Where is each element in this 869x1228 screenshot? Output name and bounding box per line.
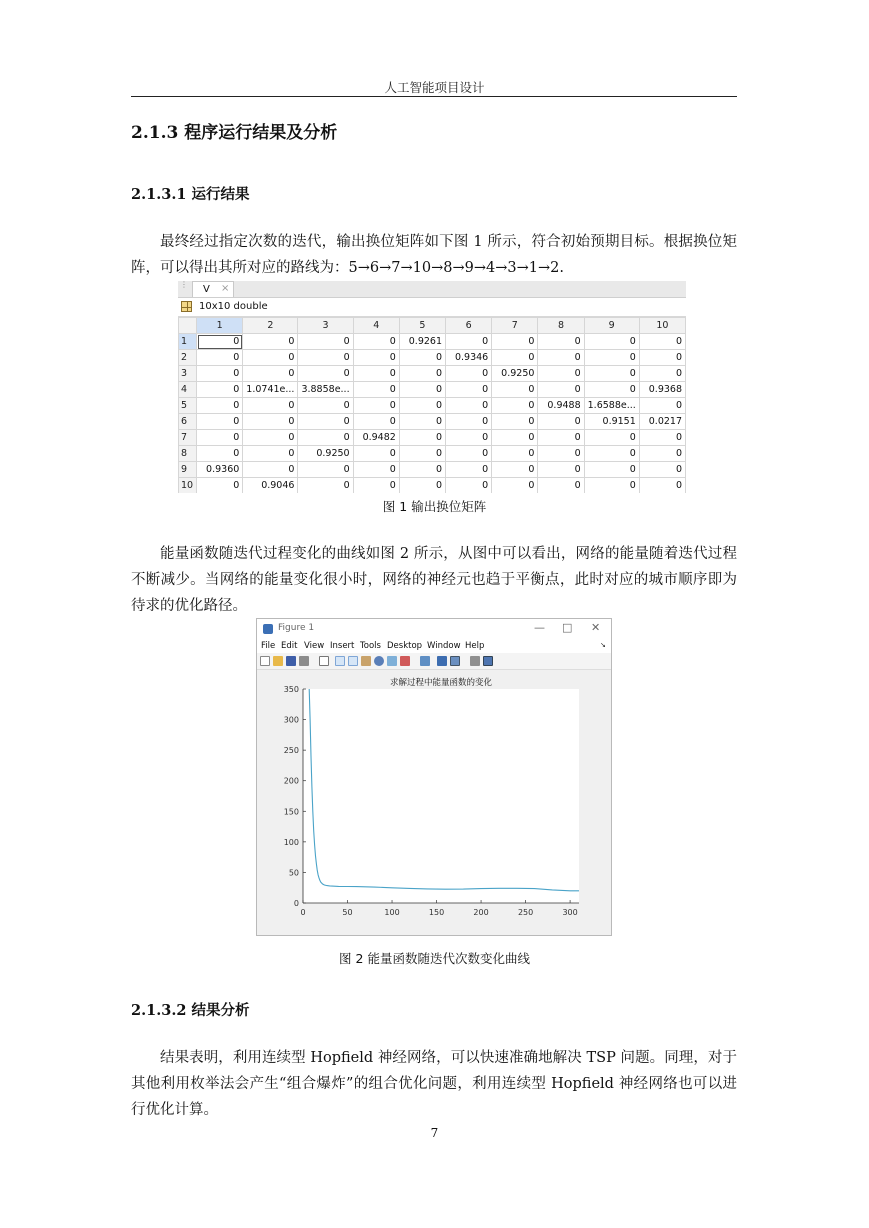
- matrix-cell[interactable]: 0: [639, 398, 685, 414]
- matrix-table: [178, 317, 686, 493]
- matrix-cell[interactable]: 0: [492, 478, 538, 494]
- paragraph-results-text: 最终经过指定次数的迭代，输出换位矩阵如下图 1 所示，符合初始预期目标。根据换位矩阵，可以得出其所对应的路线为：5→6→7→10→8→9→4→3→1→2.: [131, 234, 737, 276]
- dock-arrow-icon[interactable]: ↘: [600, 641, 606, 649]
- matrix-cell[interactable]: 0: [298, 398, 353, 414]
- matrix-cell[interactable]: 0: [538, 478, 584, 494]
- variable-tab-label: V: [203, 284, 210, 295]
- paragraph-energy-text: 能量函数随迭代过程变化的曲线如图 2 所示，从图中可以看出，网络的能量随着迭代过程不断减少。当网络的能量变化很小时，网络的神经元也趋于平衡点，此时对应的城市顺序即为待求的优化路径。: [131, 546, 737, 614]
- plot-area: [303, 689, 579, 903]
- matrix-cell[interactable]: 0: [298, 462, 353, 478]
- matrix-cell[interactable]: 0: [538, 414, 584, 430]
- column-header[interactable]: 9: [584, 318, 639, 334]
- matrix-cell[interactable]: 0: [353, 478, 399, 494]
- matrix-cell[interactable]: 0: [399, 430, 445, 446]
- maximize-button[interactable]: □: [562, 621, 573, 634]
- matrix-cell[interactable]: 0: [353, 334, 399, 350]
- row-header[interactable]: 4: [179, 382, 197, 398]
- matrix-cell[interactable]: 0: [399, 382, 445, 398]
- y-tick-label: 100: [283, 837, 299, 847]
- paragraph-analysis-text: 结果表明，利用连续型 Hopfield 神经网络，可以快速准确地解决 TSP 问题。同理，对于其他利用枚举法会产生“组合爆炸”的组合优化问题，利用连续型 Hopfield 神经网络也可以进行优化计算。: [131, 1050, 737, 1118]
- matrix-cell[interactable]: 0: [197, 334, 243, 350]
- matrix-cell[interactable]: 0: [584, 430, 639, 446]
- y-tick-label: 50: [288, 868, 299, 878]
- x-tick-label: 100: [384, 908, 400, 917]
- matrix-cell[interactable]: 0: [492, 398, 538, 414]
- matrix-cell[interactable]: 0: [538, 366, 584, 382]
- matrix-cell[interactable]: 0.9368: [639, 382, 685, 398]
- matrix-cell[interactable]: 0: [298, 350, 353, 366]
- menu-file[interactable]: File: [261, 641, 276, 651]
- x-tick-label: 150: [428, 908, 445, 917]
- save-icon[interactable]: [286, 656, 296, 666]
- matrix-cell[interactable]: 0: [446, 462, 492, 478]
- link-icon[interactable]: [420, 656, 430, 666]
- matrix-header-row: [179, 318, 686, 334]
- matrix-cell[interactable]: 3.8858e...: [298, 382, 353, 398]
- rotate-icon[interactable]: [374, 656, 384, 666]
- matrix-cell[interactable]: 0: [353, 414, 399, 430]
- matrix-cell[interactable]: 0: [399, 398, 445, 414]
- matrix-cell[interactable]: 0: [492, 350, 538, 366]
- matrix-cell[interactable]: 0: [399, 366, 445, 382]
- matrix-cell[interactable]: 0: [353, 446, 399, 462]
- figure-2-caption: 图 2 能量函数随迭代次数变化曲线: [339, 951, 530, 966]
- matrix-cell[interactable]: 0: [243, 446, 298, 462]
- column-header[interactable]: 1: [197, 318, 243, 334]
- menu-tools[interactable]: Tools: [360, 641, 381, 651]
- y-tick-label: 250: [283, 746, 299, 756]
- row-header[interactable]: 10: [179, 478, 197, 494]
- subsection-heading-analysis: 2.1.3.2 结果分析: [131, 1002, 250, 1019]
- pan-icon[interactable]: [361, 656, 371, 666]
- row-header[interactable]: 5: [179, 398, 197, 414]
- matrix-cell[interactable]: 0: [492, 334, 538, 350]
- matrix-cell[interactable]: 0: [197, 478, 243, 494]
- matrix-cell[interactable]: 0: [446, 334, 492, 350]
- print-icon[interactable]: [299, 656, 309, 666]
- matrix-cell[interactable]: 0.0217: [639, 414, 685, 430]
- matrix-cell[interactable]: 0: [399, 462, 445, 478]
- figure-title: Figure 1: [278, 623, 315, 633]
- matrix-cell[interactable]: 1.0741e...: [243, 382, 298, 398]
- column-header[interactable]: 10: [639, 318, 685, 334]
- menu-window[interactable]: Window: [427, 641, 461, 651]
- matrix-cell[interactable]: 0: [197, 414, 243, 430]
- matrix-cell[interactable]: 0: [639, 446, 685, 462]
- matrix-cell[interactable]: 0: [584, 382, 639, 398]
- table-row: [179, 430, 686, 446]
- figure-titlebar: [257, 619, 611, 639]
- y-tick-label: 200: [283, 776, 299, 786]
- menu-view[interactable]: View: [304, 641, 325, 651]
- matrix-cell[interactable]: 0: [197, 398, 243, 414]
- x-tick-label: 0: [300, 908, 306, 917]
- paragraph-analysis: [131, 1045, 737, 1123]
- row-header[interactable]: 6: [179, 414, 197, 430]
- pointer-icon[interactable]: [319, 656, 329, 666]
- show-plot-tools-icon[interactable]: [483, 656, 493, 666]
- y-tick-label: 300: [283, 715, 299, 725]
- hide-plot-tools-icon[interactable]: [470, 656, 480, 666]
- figure-menubar: [257, 639, 611, 653]
- table-corner[interactable]: [179, 318, 197, 334]
- table-row: [179, 382, 686, 398]
- column-header[interactable]: 7: [492, 318, 538, 334]
- matrix-cell[interactable]: 0.9488: [538, 398, 584, 414]
- menu-edit[interactable]: Edit: [281, 641, 298, 651]
- row-header[interactable]: 2: [179, 350, 197, 366]
- paragraph-energy: [131, 541, 737, 619]
- matrix-cell[interactable]: 0: [353, 382, 399, 398]
- matlab-icon: [263, 624, 273, 634]
- matrix-cell[interactable]: 0: [446, 414, 492, 430]
- matrix-cell[interactable]: 0: [492, 382, 538, 398]
- column-header[interactable]: 8: [538, 318, 584, 334]
- drag-handle-icon[interactable]: ⋮: [180, 281, 188, 289]
- x-tick-label: 50: [342, 908, 353, 917]
- matrix-cell[interactable]: 0: [243, 462, 298, 478]
- matrix-cell[interactable]: 0: [298, 478, 353, 494]
- variable-viewer: [178, 281, 686, 493]
- matrix-cell[interactable]: 0: [197, 350, 243, 366]
- matrix-cell[interactable]: 0: [492, 462, 538, 478]
- matrix-cell[interactable]: 0.9346: [446, 350, 492, 366]
- row-header[interactable]: 9: [179, 462, 197, 478]
- figure-window: [256, 618, 612, 936]
- y-tick-label: 0: [293, 899, 299, 908]
- matrix-cell[interactable]: 0: [584, 478, 639, 494]
- matrix-cell[interactable]: 0: [446, 398, 492, 414]
- colorbar-icon[interactable]: [437, 656, 447, 666]
- variable-size-label: 10x10 double: [199, 301, 268, 312]
- matrix-cell[interactable]: 0.9250: [298, 446, 353, 462]
- menu-desktop[interactable]: Desktop: [387, 641, 423, 651]
- row-header[interactable]: 1: [179, 334, 197, 350]
- matrix-cell[interactable]: 0: [639, 366, 685, 382]
- matrix-cell[interactable]: 0: [538, 446, 584, 462]
- matrix-cell[interactable]: 0: [399, 478, 445, 494]
- row-header[interactable]: 8: [179, 446, 197, 462]
- open-file-icon[interactable]: [273, 656, 283, 666]
- figure-canvas: [257, 670, 611, 935]
- minimize-button[interactable]: —: [534, 621, 545, 634]
- menu-insert[interactable]: Insert: [330, 641, 355, 651]
- table-row: [179, 462, 686, 478]
- matrix-cell[interactable]: 0: [298, 334, 353, 350]
- matrix-cell[interactable]: 0: [639, 478, 685, 494]
- matrix-cell[interactable]: 0: [639, 350, 685, 366]
- matrix-cell[interactable]: 0: [197, 446, 243, 462]
- table-row: [179, 414, 686, 430]
- matrix-cell[interactable]: 0: [538, 334, 584, 350]
- menu-help[interactable]: Help: [465, 641, 485, 651]
- matrix-cell[interactable]: 0.9151: [584, 414, 639, 430]
- matrix-cell[interactable]: 0: [353, 462, 399, 478]
- paragraph-results: [131, 229, 737, 281]
- matrix-cell[interactable]: 0: [399, 446, 445, 462]
- column-header[interactable]: 4: [353, 318, 399, 334]
- matrix-cell[interactable]: 0: [353, 366, 399, 382]
- variable-tab-v[interactable]: [192, 281, 234, 297]
- matrix-cell[interactable]: 0: [538, 430, 584, 446]
- y-tick-label: 150: [283, 807, 299, 817]
- matrix-cell[interactable]: 0: [538, 382, 584, 398]
- matrix-cell[interactable]: 0: [197, 366, 243, 382]
- figure-toolbar: [257, 653, 611, 670]
- matrix-cell[interactable]: 0: [399, 350, 445, 366]
- matrix-cell[interactable]: 0: [446, 478, 492, 494]
- matrix-cell[interactable]: 0: [197, 382, 243, 398]
- matrix-cell[interactable]: 0: [243, 430, 298, 446]
- brush-icon[interactable]: [400, 656, 410, 666]
- matrix-cell[interactable]: 0: [446, 446, 492, 462]
- new-figure-icon[interactable]: [260, 656, 270, 666]
- table-row: [179, 350, 686, 366]
- matrix-cell[interactable]: 0: [446, 430, 492, 446]
- matrix-cell[interactable]: 0: [243, 350, 298, 366]
- table-row: [179, 366, 686, 382]
- energy-chart: [257, 670, 611, 935]
- matrix-cell[interactable]: 0: [243, 414, 298, 430]
- matrix-cell[interactable]: 0: [197, 430, 243, 446]
- matrix-cell[interactable]: 1.6588e...: [584, 398, 639, 414]
- matrix-cell[interactable]: 0: [298, 366, 353, 382]
- matrix-cell[interactable]: 0: [399, 414, 445, 430]
- variable-tab-bar: [178, 281, 686, 298]
- row-header[interactable]: 3: [179, 366, 197, 382]
- matrix-cell[interactable]: 0.9046: [243, 478, 298, 494]
- y-tick-label: 350: [283, 685, 299, 694]
- matrix-cell[interactable]: 0: [353, 398, 399, 414]
- header-rule: [131, 96, 737, 97]
- x-tick-label: 250: [517, 908, 534, 917]
- matrix-cell[interactable]: 0: [584, 366, 639, 382]
- matrix-grid-icon: [181, 301, 192, 312]
- matrix-cell[interactable]: 0: [298, 414, 353, 430]
- section-heading: 2.1.3 程序运行结果及分析: [131, 123, 338, 143]
- subsection-heading-results: 2.1.3.1 运行结果: [131, 186, 250, 203]
- table-row: [179, 398, 686, 414]
- matrix-cell[interactable]: 0.9261: [399, 334, 445, 350]
- x-tick-label: 200: [473, 908, 489, 917]
- matrix-cell[interactable]: 0.9250: [492, 366, 538, 382]
- chart-title: 求解过程中能量函数的变化: [389, 678, 493, 688]
- running-header: 人工智能项目设计: [384, 80, 485, 95]
- matrix-cell[interactable]: 0: [584, 446, 639, 462]
- row-header[interactable]: 7: [179, 430, 197, 446]
- matrix-cell[interactable]: 0: [446, 382, 492, 398]
- matrix-cell[interactable]: 0: [492, 446, 538, 462]
- matrix-cell[interactable]: 0: [538, 350, 584, 366]
- matrix-cell[interactable]: 0: [639, 334, 685, 350]
- column-header[interactable]: 6: [446, 318, 492, 334]
- matrix-cell[interactable]: 0: [584, 462, 639, 478]
- table-row: [179, 446, 686, 462]
- matrix-cell[interactable]: 0: [584, 334, 639, 350]
- matrix-cell[interactable]: 0: [492, 430, 538, 446]
- close-window-button[interactable]: ✕: [591, 621, 601, 634]
- column-header[interactable]: 3: [298, 318, 353, 334]
- page-number: 7: [430, 1126, 439, 1140]
- legend-icon[interactable]: [450, 656, 460, 666]
- zoom-in-icon[interactable]: [335, 656, 345, 666]
- matrix-cell[interactable]: 0: [492, 414, 538, 430]
- figure-1-caption: 图 1 输出换位矩阵: [382, 499, 487, 514]
- matrix-cell[interactable]: 0: [584, 350, 639, 366]
- table-row: [179, 478, 686, 494]
- matrix-cell[interactable]: 0: [243, 334, 298, 350]
- matrix-cell[interactable]: 0: [298, 430, 353, 446]
- zoom-out-icon[interactable]: [348, 656, 358, 666]
- matrix-cell[interactable]: 0: [538, 462, 584, 478]
- column-header[interactable]: 2: [243, 318, 298, 334]
- variable-info-bar: [178, 298, 686, 317]
- x-tick-label: 300: [562, 908, 578, 917]
- close-icon[interactable]: ×: [221, 283, 230, 294]
- column-header[interactable]: 5: [399, 318, 445, 334]
- matrix-cell[interactable]: 0.9482: [353, 430, 399, 446]
- matrix-cell[interactable]: 0: [353, 350, 399, 366]
- matrix-cell[interactable]: 0.9360: [197, 462, 243, 478]
- matrix-cell[interactable]: 0: [446, 366, 492, 382]
- data-cursor-icon[interactable]: [387, 656, 397, 666]
- matrix-cell[interactable]: 0: [639, 462, 685, 478]
- matrix-cell[interactable]: 0: [243, 366, 298, 382]
- table-row: [179, 334, 686, 350]
- matrix-cell[interactable]: 0: [243, 398, 298, 414]
- matrix-cell[interactable]: 0: [639, 430, 685, 446]
